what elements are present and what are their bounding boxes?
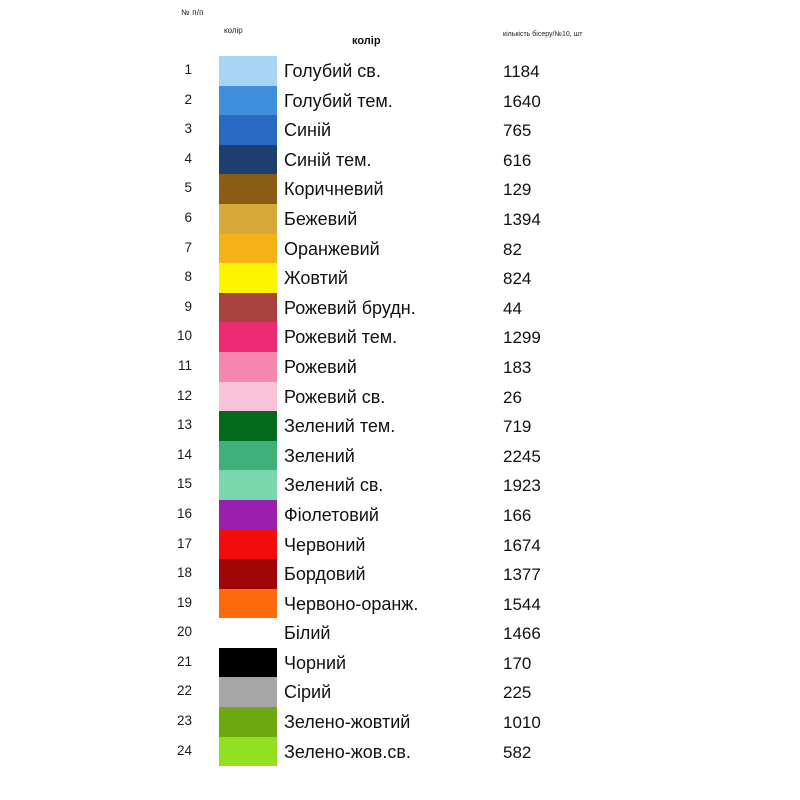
row-index: 11: [177, 357, 192, 373]
color-swatch: [219, 589, 277, 619]
table-header: [0, 0, 800, 56]
color-name: Синій: [284, 120, 332, 141]
bead-quantity: 129: [503, 180, 532, 200]
bead-quantity: 1299: [503, 328, 541, 348]
color-swatch: [219, 470, 277, 500]
row-index: 23: [176, 713, 192, 729]
bead-quantity: 170: [503, 653, 532, 673]
color-name: Бордовий: [284, 564, 366, 585]
header-index-label: № п/п: [181, 8, 204, 17]
color-name: Фіолетовий: [284, 504, 379, 525]
bead-quantity: 44: [503, 298, 522, 318]
table-row: [0, 530, 800, 560]
color-swatch: [219, 293, 277, 323]
table-row: [0, 263, 800, 293]
color-name: Червоний: [284, 534, 366, 555]
table-row: [0, 648, 800, 678]
bead-quantity: 582: [503, 742, 532, 762]
color-swatch: [219, 322, 277, 352]
table-row: [0, 559, 800, 589]
row-index: 14: [176, 446, 192, 462]
row-index: 17: [176, 535, 192, 551]
bead-quantity: 225: [503, 683, 532, 703]
table-row: [0, 115, 800, 145]
color-swatch: [219, 411, 277, 441]
header-swatch-label: колір: [224, 26, 243, 35]
color-swatch: [219, 530, 277, 560]
row-index: 1: [184, 62, 192, 77]
color-name: Рожевий брудн.: [284, 297, 416, 318]
row-index: 7: [184, 239, 192, 255]
row-index: 9: [184, 298, 192, 314]
table-row: [0, 441, 800, 471]
row-index: 21: [176, 653, 192, 669]
table-row: [0, 737, 800, 767]
table-body: [0, 56, 800, 766]
table-row: [0, 500, 800, 530]
color-swatch: [219, 707, 277, 737]
table-row: [0, 293, 800, 323]
color-swatch: [219, 352, 277, 382]
color-name: Оранжевий: [284, 238, 380, 259]
bead-quantity: 166: [503, 505, 532, 525]
table-row: [0, 234, 800, 264]
table-row: [0, 352, 800, 382]
color-name: Чорний: [284, 652, 347, 673]
bead-quantity: 616: [503, 150, 532, 170]
row-index: 5: [184, 180, 192, 196]
color-swatch: [219, 263, 277, 293]
color-swatch: [219, 56, 277, 86]
color-name: Зелено-жовтий: [284, 712, 411, 733]
bead-quantity: 824: [503, 269, 532, 289]
row-index: 19: [176, 594, 192, 610]
color-swatch: [219, 677, 277, 707]
bead-quantity: 719: [503, 417, 532, 437]
color-swatch: [219, 500, 277, 530]
color-swatch: [219, 737, 277, 767]
table-row: [0, 589, 800, 619]
color-name: Зелений св.: [284, 475, 384, 496]
color-swatch: [219, 115, 277, 145]
bead-quantity: 26: [503, 387, 522, 407]
color-swatch: [219, 86, 277, 116]
row-index: 4: [184, 150, 192, 166]
row-index: 24: [176, 742, 192, 758]
table-row: [0, 145, 800, 175]
color-name: Рожевий: [284, 356, 357, 377]
color-swatch: [219, 382, 277, 412]
table-row: [0, 382, 800, 412]
bead-quantity: 1466: [503, 624, 541, 644]
color-name: Зелено-жов.св.: [284, 741, 411, 762]
row-index: 16: [176, 505, 192, 521]
bead-quantity: 2245: [503, 446, 541, 466]
table-row: [0, 677, 800, 707]
row-index: 6: [184, 209, 192, 225]
color-name: Коричневий: [284, 179, 384, 200]
row-index: 12: [176, 387, 192, 403]
bead-quantity: 1377: [503, 565, 541, 585]
row-index: 18: [176, 565, 192, 581]
header-quantity-label: кількість бісеру/№10, шт: [503, 31, 583, 38]
table-row: [0, 618, 800, 648]
row-index: 20: [176, 624, 192, 640]
table-row: [0, 470, 800, 500]
color-name: Зелений тем.: [284, 416, 396, 437]
color-swatch: [219, 234, 277, 264]
color-name: Сірий: [284, 682, 332, 703]
row-index: 8: [184, 269, 192, 285]
table-row: [0, 56, 800, 86]
bead-quantity: 1010: [503, 713, 541, 733]
table-row: [0, 411, 800, 441]
row-index: 13: [176, 417, 192, 433]
bead-quantity: 183: [503, 357, 532, 377]
header-color-name-label: колір: [352, 35, 381, 47]
color-name: Білий: [284, 623, 331, 644]
color-swatch: [219, 204, 277, 234]
row-index: 2: [184, 91, 192, 107]
table-row: [0, 204, 800, 234]
bead-quantity: 82: [503, 239, 522, 259]
color-name: Синій тем.: [284, 149, 372, 170]
color-name: Жовтий: [284, 268, 348, 289]
color-swatch: [219, 174, 277, 204]
color-swatch: [219, 559, 277, 589]
color-name: Голубий тем.: [284, 90, 393, 111]
color-name: Рожевий св.: [284, 386, 386, 407]
table-row: [0, 322, 800, 352]
bead-quantity: 1184: [503, 62, 540, 81]
bead-quantity: 1674: [503, 535, 541, 555]
bead-quantity: 765: [503, 121, 532, 141]
row-index: 22: [176, 683, 192, 699]
color-swatch: [219, 145, 277, 175]
table-row: [0, 86, 800, 116]
color-name: Червоно-оранж.: [284, 593, 419, 614]
row-index: 10: [176, 328, 192, 344]
bead-quantity: 1394: [503, 209, 541, 229]
row-index: 15: [176, 476, 192, 492]
bead-quantity: 1923: [503, 476, 541, 496]
bead-quantity: 1640: [503, 91, 541, 111]
color-swatch: [219, 618, 277, 648]
color-swatch: [219, 441, 277, 471]
color-name: Голубий св.: [284, 61, 381, 81]
color-name: Бежевий: [284, 208, 358, 229]
color-swatch: [219, 648, 277, 678]
row-index: 3: [184, 121, 192, 137]
table-row: [0, 707, 800, 737]
color-name: Рожевий тем.: [284, 327, 398, 348]
table-row: [0, 174, 800, 204]
bead-quantity: 1544: [503, 594, 541, 614]
color-name: Зелений: [284, 445, 355, 466]
